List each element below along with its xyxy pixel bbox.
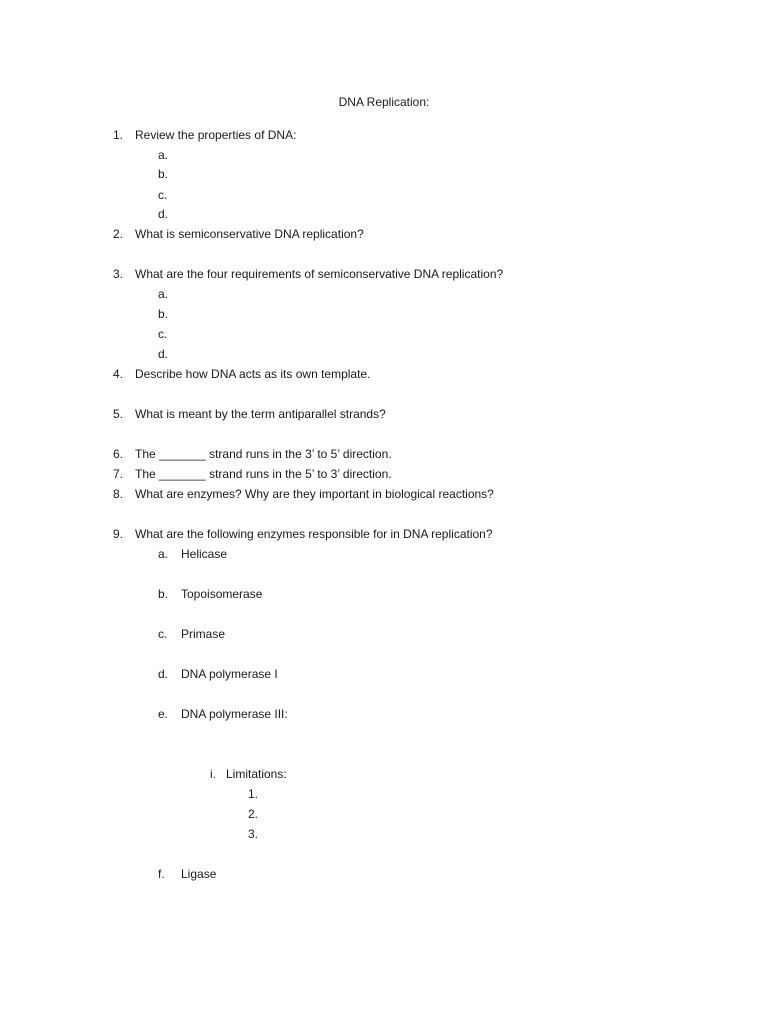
sub-item-label: 1.	[248, 787, 259, 801]
sub-item-label: a.	[158, 547, 169, 561]
limitations-label: Limitations:	[226, 767, 287, 781]
question-number: 9.	[112, 527, 123, 541]
question-number: 2.	[112, 227, 123, 241]
sub-item-label: b.	[158, 587, 169, 601]
sub-item-label: d.	[158, 347, 169, 361]
sub-item-label: d.	[158, 667, 169, 681]
document-title: DNA Replication:	[338, 95, 430, 109]
question-text: What are the following enzymes responsible for in DNA replication?	[135, 527, 493, 541]
sub-item-label: 3.	[248, 827, 259, 841]
enzyme-name: DNA polymerase I	[181, 667, 278, 681]
sub-item-label: d.	[158, 207, 169, 221]
enzyme-name: Topoisomerase	[181, 587, 263, 601]
question-text: The _______ strand runs in the 5’ to 3’ direction.	[135, 467, 392, 481]
question-number: 6.	[112, 447, 123, 461]
question-number: 8.	[112, 487, 123, 501]
question-text: What are the four requirements of semiconservative DNA replication?	[135, 267, 504, 281]
question-text: What is semiconservative DNA replication?	[135, 227, 364, 241]
sub-item-label: c.	[158, 188, 168, 202]
enzyme-name: Helicase	[181, 547, 228, 561]
sub-item-label: c.	[158, 327, 168, 341]
question-number: 5.	[112, 407, 123, 421]
question-number: 3.	[112, 267, 123, 281]
question-number: 1.	[112, 128, 123, 142]
question-text: The _______ strand runs in the 3’ to 5’ direction.	[135, 447, 392, 461]
sub-item-label: b.	[158, 167, 169, 181]
enzyme-name: Ligase	[181, 867, 217, 881]
enzyme-name: DNA polymerase III:	[181, 707, 288, 721]
enzyme-name: Primase	[181, 627, 226, 641]
sub-item-label: i.	[210, 767, 216, 781]
sub-item-label: c.	[158, 627, 168, 641]
sub-item-label: a.	[158, 148, 169, 162]
question-text: What is meant by the term antiparallel strands?	[135, 407, 386, 421]
question-number: 7.	[112, 467, 123, 481]
question-text: What are enzymes? Why are they important in biological reactions?	[135, 487, 494, 501]
question-number: 4.	[112, 367, 123, 381]
sub-item-label: 2.	[248, 807, 259, 821]
question-text: Describe how DNA acts as its own template.	[135, 367, 371, 381]
question-text: Review the properties of DNA:	[135, 128, 297, 142]
sub-item-label: e.	[158, 707, 169, 721]
sub-item-label: a.	[158, 287, 169, 301]
sub-item-label: f.	[158, 867, 165, 881]
sub-item-label: b.	[158, 307, 169, 321]
